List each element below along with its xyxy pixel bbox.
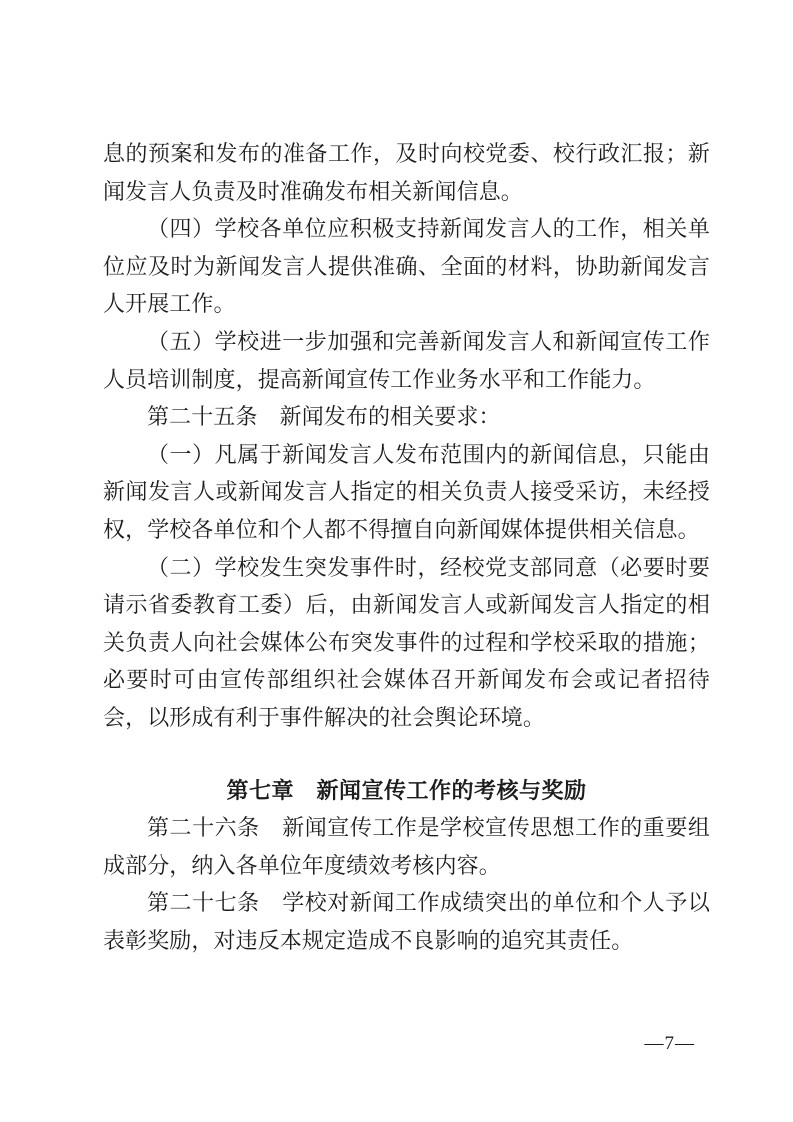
paragraph-article-25: 第二十五条 新闻发布的相关要求： [147, 404, 501, 430]
paragraph-article-27: 第二十七条 学校对新闻工作成绩突出的单位和个人予以表彰奖励，对违反本规定造成不良影响的追究其责任。 [103, 890, 710, 953]
paragraph-continuation: 息的预案和发布的准备工作，及时向校党委、校行政汇报；新闻发言人负责及时准确发布相关新闻信息。 [103, 141, 710, 204]
paragraph-article-26: 第二十六条 新闻宣传工作是学校宣传思想工作的重要组成部分，纳入各单位年度绩效考核内容。 [103, 815, 710, 878]
document-body [103, 135, 710, 959]
page-number: —7— [644, 1033, 695, 1054]
paragraph-item-5: （五）学校进一步加强和完善新闻发言人和新闻宣传工作人员培训制度，提高新闻宣传工作业务水平和工作能力。 [103, 328, 710, 392]
chapter-heading: 第七章 新闻宣传工作的考核与奖励 [226, 777, 587, 803]
paragraph-clause-1: （一）凡属于新闻发言人发布范围内的新闻信息，只能由新闻发言人或新闻发言人指定的相关负责人接受采访，未经授权，学校各单位和个人都不得擅自向新闻媒体提供相关信息。 [103, 441, 710, 542]
paragraph-clause-2: （二）学校发生突发事件时，经校党支部同意（必要时要请示省委教育工委）后，由新闻发言人或新闻发言人指定的相关负责人向社会媒体公布突发事件的过程和学校采取的措施；必要时可由宣传部组织社会媒体召开新闻发布会或记者招待会，以形成有利于事件解决的社会舆论环境。 [103, 554, 710, 730]
paragraph-item-4: （四）学校各单位应积极支持新闻发言人的工作，相关单位应及时为新闻发言人提供准确、全面的材料，协助新闻发言人开展工作。 [103, 216, 710, 317]
